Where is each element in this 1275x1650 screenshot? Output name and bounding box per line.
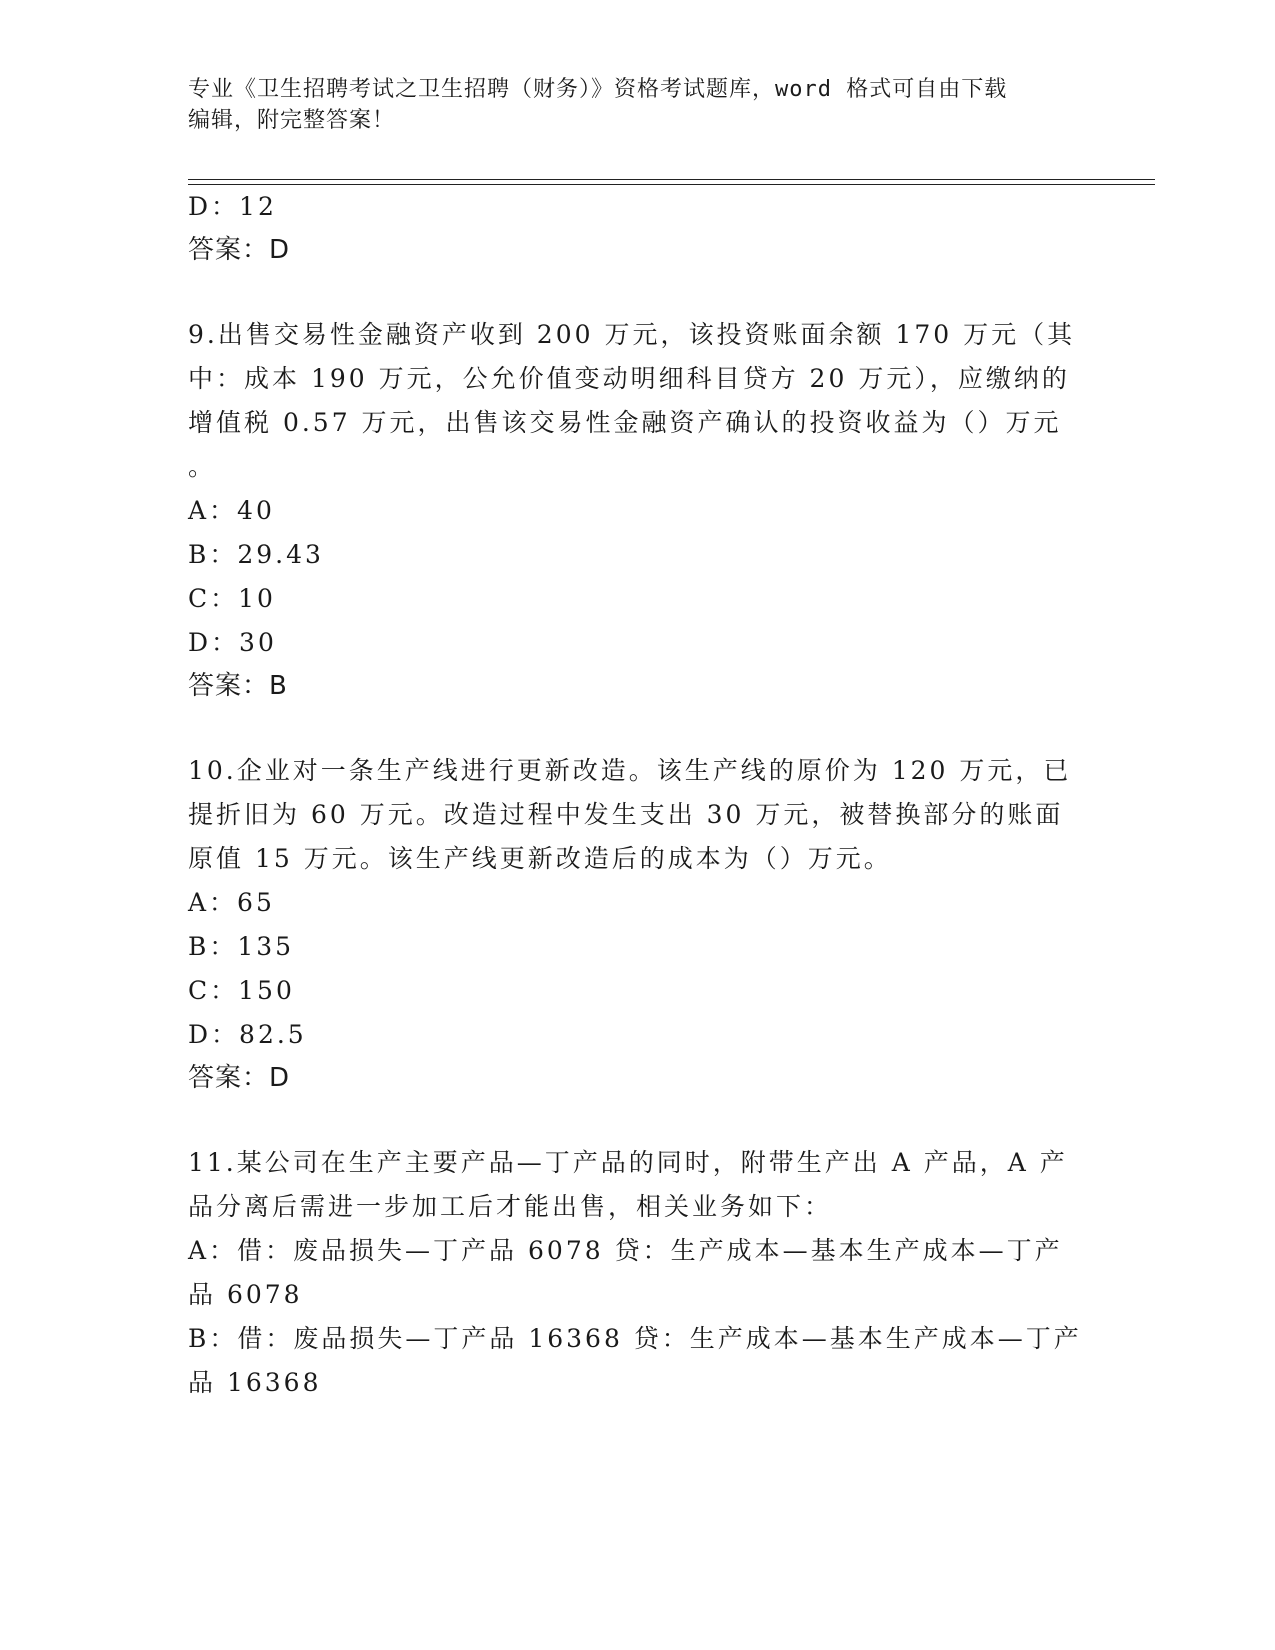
q9-stem-line-4: 。 xyxy=(188,452,217,481)
q9-stem-line-1: 9.出售交易性金融资产收到 200 万元，该投资账面余额 170 万元（其 xyxy=(188,320,1076,349)
q10-option-c: C：150 xyxy=(188,976,295,1005)
q10-option-d: D：82.5 xyxy=(188,1020,307,1049)
document-header xyxy=(188,74,1088,136)
q11-option-a-line-2: 品 6078 xyxy=(188,1280,303,1309)
q8-answer: 答案：D xyxy=(188,235,291,265)
q9-answer: 答案：B xyxy=(188,671,288,701)
q10-option-b: B：135 xyxy=(188,932,295,961)
header-line-2: 编辑，附完整答案！ xyxy=(188,108,396,133)
q9-option-a: A：40 xyxy=(188,496,275,525)
header-line-1: 专业《卫生招聘考试之卫生招聘（财务）》资格考试题库，word 格式可自由下载 xyxy=(188,77,1008,102)
q11-option-b-line-2: 品 16368 xyxy=(188,1368,322,1397)
q8-option-d: D：12 xyxy=(188,192,277,221)
q10-stem-line-1: 10.企业对一条生产线进行更新改造。该生产线的原价为 120 万元，已 xyxy=(188,756,1072,785)
q11-option-b-line-1: B：借：废品损失—丁产品 16368 贷：生产成本—基本生产成本—丁产 xyxy=(188,1324,1082,1353)
q11-option-a-line-1: A：借：废品损失—丁产品 6078 贷：生产成本—基本生产成本—丁产 xyxy=(188,1236,1063,1265)
q9-option-b: B：29.43 xyxy=(188,540,324,569)
q11-stem-line-2: 品分离后需进一步加工后才能出售，相关业务如下： xyxy=(188,1192,833,1221)
q9-stem-line-2: 中：成本 190 万元，公允价值变动明细科目贷方 20 万元），应缴纳的 xyxy=(188,364,1070,393)
q11-stem-line-1: 11.某公司在生产主要产品—丁产品的同时，附带生产出 A 产品，A 产 xyxy=(188,1148,1068,1177)
q10-stem-line-3: 原值 15 万元。该生产线更新改造后的成本为（）万元。 xyxy=(188,844,892,873)
header-divider xyxy=(188,179,1155,185)
q9-option-d: D：30 xyxy=(188,628,277,657)
q9-option-c: C：10 xyxy=(188,584,276,613)
q10-stem-line-2: 提折旧为 60 万元。改造过程中发生支出 30 万元，被替换部分的账面 xyxy=(188,800,1064,829)
q10-option-a: A：65 xyxy=(188,888,275,917)
q10-answer: 答案：D xyxy=(188,1063,291,1093)
q9-stem-line-3: 增值税 0.57 万元，出售该交易性金融资产确认的投资收益为（）万元 xyxy=(188,408,1062,437)
